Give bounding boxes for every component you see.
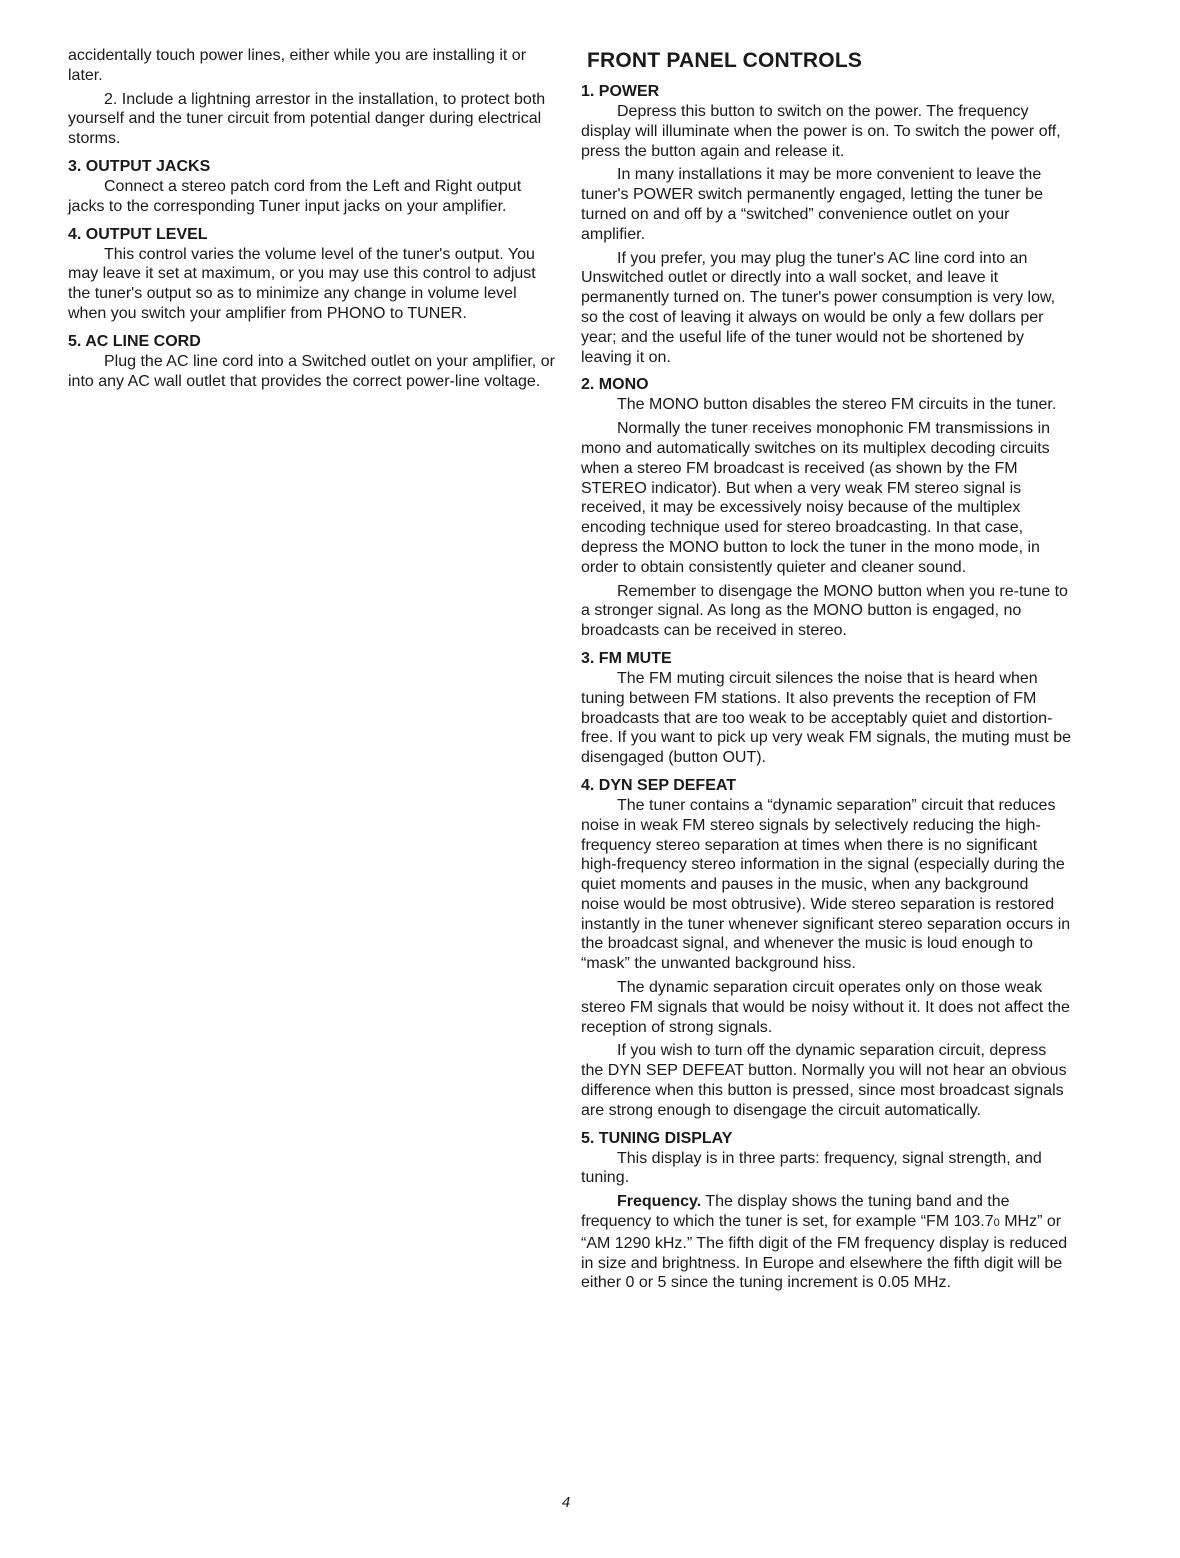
page-number: 4: [561, 1494, 571, 1511]
intro-continuation: accidentally touch power lines, either while you are installing it or later.: [68, 47, 527, 84]
section-paragraph: If you prefer, you may plug the tuner's AC line cord into an Unswitched outlet or directly into a wall socket, and leave it permanently turned on. The tuner's power consumption is very low, so the cost of leaving it always on would be only a few dollars per year; and the useful life of the tuner would not be shortened by leaving it on.: [581, 249, 1056, 366]
intro-item-2: 2. Include a lightning arrestor in the installation, to protect both yourself and the tuner circuit from potential danger during electrical storms.: [68, 90, 546, 148]
section-paragraph: Normally the tuner receives monophonic FM transmissions in mono and automatically switches on its multiplex decoding circuits when a stereo FM broadcast is received (as shown by the FM STEREO indicator). But when a very weak FM stereo signal is received, it may be excessively noisy because of the multiplex encoding technique used for stereo broadcasting. In that case, depress the MONO button to lock the tuner in the mono mode, in order to obtain consistently quieter and cleaner sound.: [581, 420, 1051, 576]
section-paragraph: Plug the AC line cord into a Switched outlet on your amplifier, or into any AC wall outlet that provides the correct power-line voltage.: [68, 352, 555, 390]
frequency-paragraph: [581, 1192, 1071, 1293]
section-paragraph: The MONO button disables the stereo FM circuits in the tuner.: [617, 396, 1057, 414]
section-heading-power: 1. POWER: [581, 83, 660, 100]
frequency-lead: Frequency.: [617, 1193, 702, 1211]
section-paragraph: Connect a stereo patch cord from the Left and Right output jacks to the corresponding Tuner input jacks on your amplifier.: [68, 177, 522, 215]
section-paragraph: If you wish to turn off the dynamic separation circuit, depress the DYN SEP DEFEAT button. Normally you will not hear an obvious difference when this button is pressed, since most broadcast signals are strong enough to disengage the circuit automatically.: [581, 1042, 1067, 1119]
section-paragraph: This control varies the volume level of the tuner's output. You may leave it set at maximum, or you may use this control to adjust the tuner's output so as to minimize any change in volume level when you switch your amplifier from PHONO to TUNER.: [68, 245, 536, 322]
right-column: [581, 46, 1071, 1297]
section-paragraph: The tuner contains a “dynamic separation” circuit that reduces noise in weak FM stereo signals by selectively reducing the high-frequency stereo separation at times when there is no significant high-frequency stereo information in the signal (especially during the quiet moments and pauses in the music, when any background noise would be most obtrusive). Wide stereo separation is restored instantly in the tuner whenever significant stereo separation occurs in the broadcast signal, and whenever the music is loud enough to “mask” the unwanted background hiss.: [581, 796, 1071, 973]
section-paragraph: In many installations it may be more convenient to leave the tuner's POWER switch permanently engaged, letting the tuner be turned on and off by a “switched” convenience outlet on your amplifier.: [581, 166, 1043, 243]
section-heading-output-level: 4. OUTPUT LEVEL: [68, 225, 208, 243]
section-paragraph: Depress this button to switch on the power. The frequency display will illuminate when the power is on. To switch the power off, press the button again and release it.: [581, 103, 1061, 160]
section-heading-mono: 2. MONO: [581, 376, 649, 394]
section-paragraph: Remember to disengage the MONO button when you re-tune to a stronger signal. As long as the MONO button is engaged, no broadcasts can be received in stereo.: [581, 582, 1068, 640]
section-paragraph: This display is in three parts: frequency, signal strength, and tuning.: [581, 1149, 1042, 1187]
section-heading-ac-line-cord: 5. AC LINE CORD: [68, 332, 201, 350]
section-heading-tuning-display: 5. TUNING DISPLAY: [581, 1129, 733, 1147]
section-heading-dyn-sep-defeat: 4. DYN SEP DEFEAT: [581, 776, 736, 794]
frequency-text-before: The display shows the tuning band and the frequency to which the tuner is set, for example “FM 103.7: [581, 1193, 1010, 1231]
left-column: [68, 46, 556, 395]
section-heading-fm-mute: 3. FM MUTE: [581, 649, 672, 667]
frequency-text-after: MHz” or “AM 1290 kHz.” The fifth digit of the FM frequency display is reduced in size and brightness. In Europe and elsewhere the fifth digit will be either 0 or 5 since the tuning increment is 0.05 MHz.: [581, 1213, 1068, 1292]
section-heading-output-jacks: 3. OUTPUT JACKS: [68, 157, 211, 175]
section-paragraph: The dynamic separation circuit operates only on those weak stereo FM signals that would be noisy without it. It does not affect the reception of strong signals.: [581, 979, 1070, 1036]
page-title: FRONT PANEL CONTROLS: [587, 49, 863, 72]
frequency-small-digit: 0: [993, 1217, 1000, 1230]
section-paragraph: The FM muting circuit silences the noise that is heard when tuning between FM stations. It also prevents the reception of FM broadcasts that are too weak to be acceptably quiet and distortion-free. If you want to pick up very weak FM signals, the muting must be disengaged (button OUT).: [581, 669, 1071, 767]
